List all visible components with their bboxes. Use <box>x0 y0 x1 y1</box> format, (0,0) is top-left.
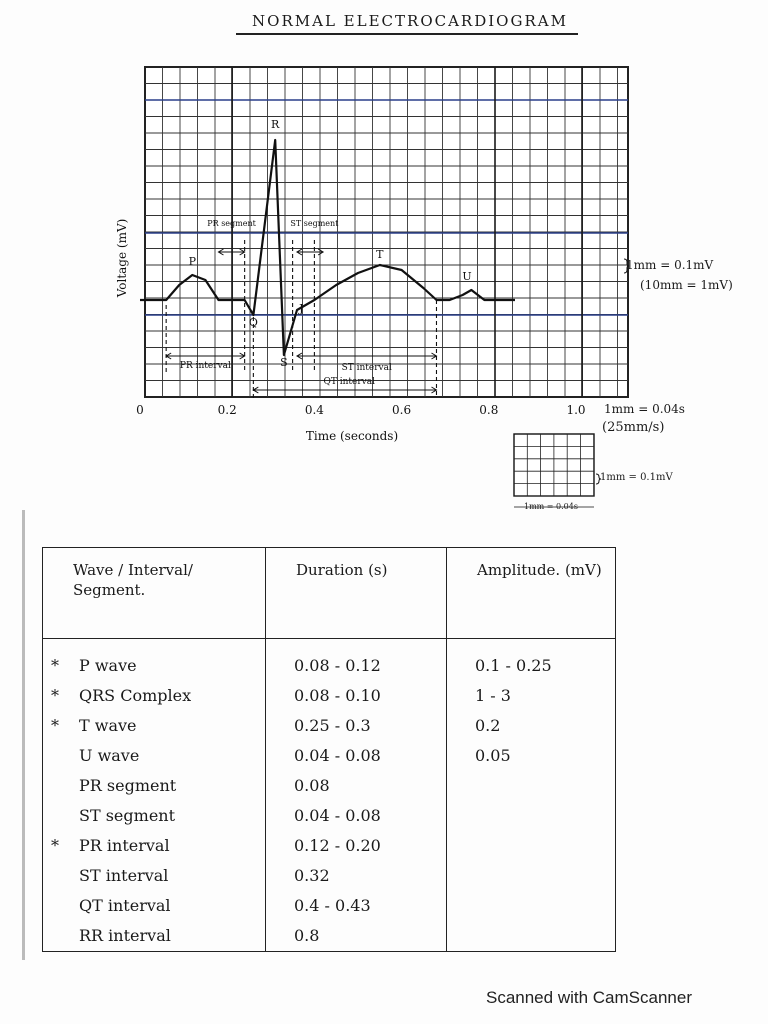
table-row <box>43 831 616 861</box>
table-row <box>43 711 616 741</box>
row-amplitude: 0.1 - 0.25 <box>447 639 616 682</box>
x-tick-label: 0.2 <box>217 403 237 417</box>
row-star: * <box>51 686 59 705</box>
wave-label: R <box>271 118 280 131</box>
row-amplitude <box>447 771 616 801</box>
table-row <box>43 861 616 891</box>
row-amplitude <box>447 891 616 921</box>
table-row <box>43 681 616 711</box>
row-amplitude: 1 - 3 <box>447 681 616 711</box>
y-axis-label: Voltage (mV) <box>115 218 129 298</box>
wave-label: T <box>376 248 384 261</box>
table-row <box>43 891 616 921</box>
row-label: PR segment <box>79 776 177 795</box>
row-amplitude: 0.05 <box>447 741 616 771</box>
x-tick-label: 0.4 <box>304 403 324 417</box>
table-header-row <box>43 548 616 639</box>
table-row <box>43 771 616 801</box>
row-label: RR interval <box>79 926 171 945</box>
x-tick-label: 0 <box>136 403 144 417</box>
row-label: T wave <box>79 716 137 735</box>
wave-label: J <box>299 302 304 315</box>
row-name <box>43 861 266 891</box>
row-duration: 0.08 - 0.12 <box>266 639 447 682</box>
header-amplitude: Amplitude. (mV) <box>447 548 616 639</box>
row-duration: 0.32 <box>266 861 447 891</box>
x-axis-label: Time (seconds) <box>305 429 399 443</box>
header-duration: Duration (s) <box>266 548 447 639</box>
x-tick-label: 1.0 <box>566 403 586 417</box>
amplitude-scale-note: 1mm = 0.1mV <box>626 258 714 272</box>
row-duration: 0.04 - 0.08 <box>266 741 447 771</box>
row-label: U wave <box>79 746 140 765</box>
interval-label: QT interval <box>323 377 376 387</box>
inset-grid <box>514 434 601 507</box>
row-label: QRS Complex <box>79 686 192 705</box>
row-amplitude: 0.2 <box>447 711 616 741</box>
time-scale-note: 1mm = 0.04s <box>604 402 685 416</box>
row-duration: 0.25 - 0.3 <box>266 711 447 741</box>
header-wave: Wave / Interval/ Segment. <box>43 548 266 639</box>
row-label: ST interval <box>79 866 169 885</box>
row-amplitude <box>447 921 616 952</box>
inset-time-note: 1mm = 0.04s <box>524 502 578 511</box>
table-row <box>43 801 616 831</box>
row-name <box>43 921 266 952</box>
table-row <box>43 639 616 682</box>
page-title: NORMAL ELECTROCARDIOGRAM <box>252 12 568 30</box>
amplitude-scale-note-2: (10mm = 1mV) <box>640 278 733 292</box>
row-amplitude <box>447 831 616 861</box>
row-name <box>43 801 266 831</box>
row-star: * <box>51 716 59 735</box>
time-scale-note-2: (25mm/s) <box>602 420 665 435</box>
row-label: QT interval <box>79 896 171 915</box>
row-duration: 0.08 - 0.10 <box>266 681 447 711</box>
row-star: * <box>51 656 59 675</box>
row-label: P wave <box>79 656 137 675</box>
segment-label: ST segment <box>290 219 339 228</box>
row-name <box>43 891 266 921</box>
scan-edge-shadow <box>22 510 25 960</box>
row-name <box>43 831 266 861</box>
inset-amplitude-note: 1mm = 0.1mV <box>600 472 673 483</box>
row-duration: 0.12 - 0.20 <box>266 831 447 861</box>
x-tick-label: 0.8 <box>479 403 499 417</box>
wave-label: S <box>280 356 288 369</box>
table-row <box>43 741 616 771</box>
interval-label: ST interval <box>341 363 392 373</box>
segment-label: PR segment <box>207 219 256 228</box>
row-duration: 0.4 - 0.43 <box>266 891 447 921</box>
interval-label: PR interval <box>179 361 231 371</box>
row-name <box>43 681 266 711</box>
ecg-grid <box>145 67 628 397</box>
row-name <box>43 741 266 771</box>
row-duration: 0.08 <box>266 771 447 801</box>
ecg-values-table <box>42 547 616 952</box>
table-row <box>43 921 616 952</box>
row-label: ST segment <box>79 806 176 825</box>
row-amplitude <box>447 861 616 891</box>
row-star: * <box>51 836 59 855</box>
wave-label: U <box>462 270 472 283</box>
row-name <box>43 711 266 741</box>
x-tick-label: 0.6 <box>392 403 412 417</box>
wave-label: P <box>188 255 197 268</box>
row-duration: 0.8 <box>266 921 447 952</box>
scanner-watermark: Scanned with CamScanner <box>485 988 692 1007</box>
row-name <box>43 771 266 801</box>
row-duration: 0.04 - 0.08 <box>266 801 447 831</box>
wave-label: Q <box>248 316 258 329</box>
row-name <box>43 639 266 682</box>
row-amplitude <box>447 801 616 831</box>
row-label: PR interval <box>79 836 170 855</box>
